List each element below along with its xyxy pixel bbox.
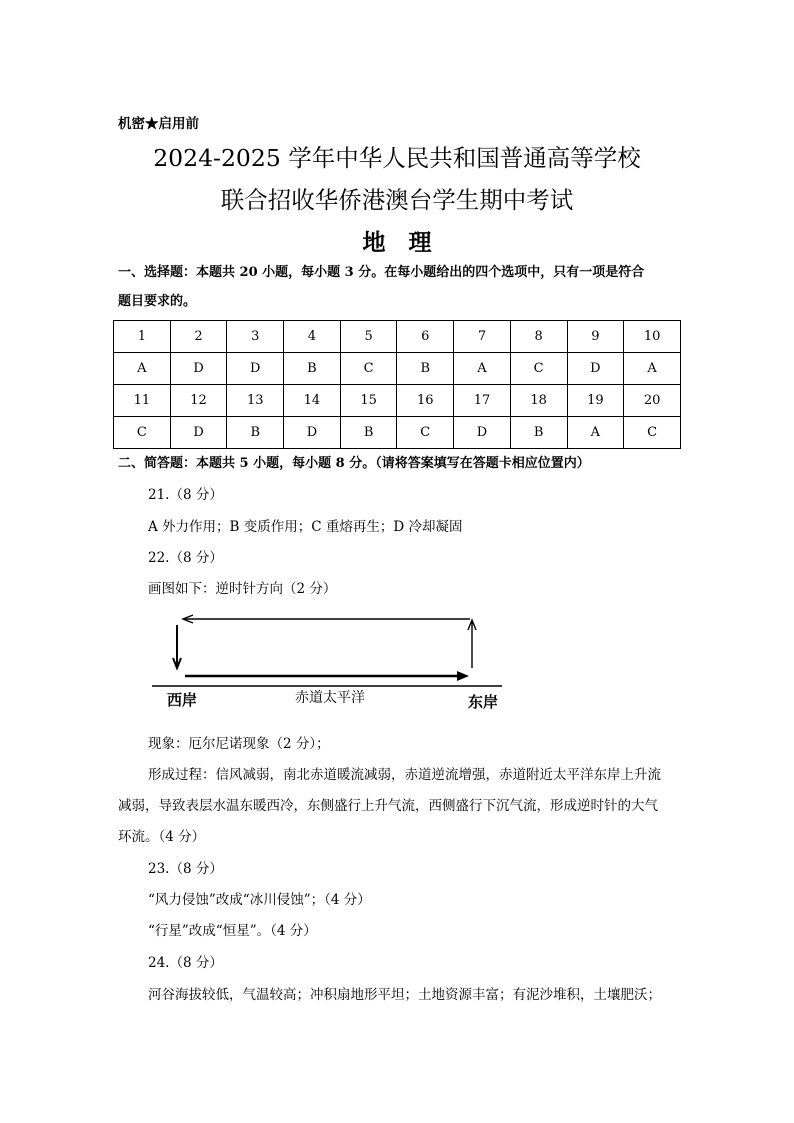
table-cell: D	[454, 417, 511, 449]
table-cell: D	[170, 353, 227, 385]
table-row-numbers-2	[114, 385, 681, 417]
table-cell: A	[454, 353, 511, 385]
table-cell: B	[340, 417, 397, 449]
exam-title-line2: 联合招收华侨港澳台学生期中考试	[220, 186, 574, 214]
q22-process-line3: 环流。（4 分）	[118, 829, 206, 845]
arrow-right-upward	[468, 620, 476, 668]
q22-intro: 画图如下：逆时针方向（2 分）	[148, 581, 337, 597]
table-cell: 18	[510, 385, 567, 417]
table-cell: 6	[397, 321, 454, 353]
table-cell: 17	[454, 385, 511, 417]
table-cell: 1	[114, 321, 171, 353]
section1-heading-line2: 题目要求的。	[118, 294, 197, 309]
q21-label: 21.（8 分）	[148, 487, 223, 503]
exam-title-line1: 2024-2025 学年中华人民共和国普通高等学校	[153, 144, 641, 172]
table-cell: 13	[227, 385, 284, 417]
q24-label: 24.（8 分）	[148, 955, 223, 971]
q23-answer-line2: “行星”改成“恒星”。（4 分）	[148, 923, 317, 939]
table-cell: A	[114, 353, 171, 385]
q24-answer-line1: 河谷海拔较低，气温较高；冲积扇地形平坦；土地资源丰富；有泥沙堆积，土壤肥沃；	[148, 987, 661, 1003]
table-cell: 3	[227, 321, 284, 353]
table-cell: A	[624, 353, 681, 385]
table-cell: B	[284, 353, 341, 385]
table-cell: B	[227, 417, 284, 449]
table-cell: 7	[454, 321, 511, 353]
walker-circulation-diagram	[140, 605, 520, 715]
q22-label: 22.（8 分）	[148, 550, 223, 566]
table-cell: B	[397, 353, 454, 385]
table-cell: 2	[170, 321, 227, 353]
table-cell: 16	[397, 385, 454, 417]
table-cell: 9	[567, 321, 624, 353]
section1-heading-line1: 一、选择题：本题共 20 小题，每小题 3 分。在每小题给出的四个选项中，只有一项是符合	[118, 265, 645, 280]
arrow-bottom-eastward	[185, 671, 469, 681]
table-row-numbers-1	[114, 321, 681, 353]
table-row-answers-2	[114, 417, 681, 449]
table-cell: B	[510, 417, 567, 449]
table-cell: 10	[624, 321, 681, 353]
q21-answer: A 外力作用；B 变质作用；C 重熔再生；D 冷却凝固	[148, 519, 463, 535]
q23-answer-line1: “风力侵蚀”改成“冰川侵蚀”；（4 分）	[148, 892, 371, 908]
section2-heading: 二、简答题：本题共 5 小题，每小题 8 分。（请将答案填写在答题卡相应位置内）	[118, 456, 590, 471]
east-coast-label: 东岸	[467, 693, 499, 711]
table-cell: A	[567, 417, 624, 449]
table-cell: C	[510, 353, 567, 385]
table-cell: C	[397, 417, 454, 449]
table-cell: 8	[510, 321, 567, 353]
table-cell: 4	[284, 321, 341, 353]
equatorial-pacific-label: 赤道太平洋	[295, 690, 365, 706]
table-cell: C	[340, 353, 397, 385]
table-cell: 14	[284, 385, 341, 417]
table-cell: D	[567, 353, 624, 385]
table-cell: C	[114, 417, 171, 449]
q23-label: 23.（8 分）	[148, 861, 223, 877]
answer-table	[113, 320, 681, 449]
q22-process-line2: 减弱，导致表层水温东暖西冷，东侧盛行上升气流，西侧盛行下沉气流，形成逆时针的大气	[118, 798, 658, 814]
arrow-bottom-head	[457, 671, 469, 681]
table-cell: 5	[340, 321, 397, 353]
table-cell: D	[284, 417, 341, 449]
table-row-answers-1	[114, 353, 681, 385]
arrow-left-downward	[173, 625, 181, 668]
table-cell: 19	[567, 385, 624, 417]
arrow-top-westward	[183, 615, 470, 623]
table-cell: 15	[340, 385, 397, 417]
west-coast-label: 西岸	[166, 691, 198, 709]
table-cell: 11	[114, 385, 171, 417]
q22-process-line1: 形成过程：信风减弱，南北赤道暖流减弱，赤道逆流增强，赤道附近太平洋东岸上升流	[148, 767, 661, 783]
table-cell: D	[170, 417, 227, 449]
q22-phenomenon: 现象：厄尔尼诺现象（2 分）；	[148, 736, 330, 752]
table-cell: C	[624, 417, 681, 449]
table-cell: 12	[170, 385, 227, 417]
table-cell: D	[227, 353, 284, 385]
confidential-label: 机密★启用前	[118, 116, 199, 132]
subject-title: 地 理	[362, 229, 432, 256]
table-cell: 20	[624, 385, 681, 417]
